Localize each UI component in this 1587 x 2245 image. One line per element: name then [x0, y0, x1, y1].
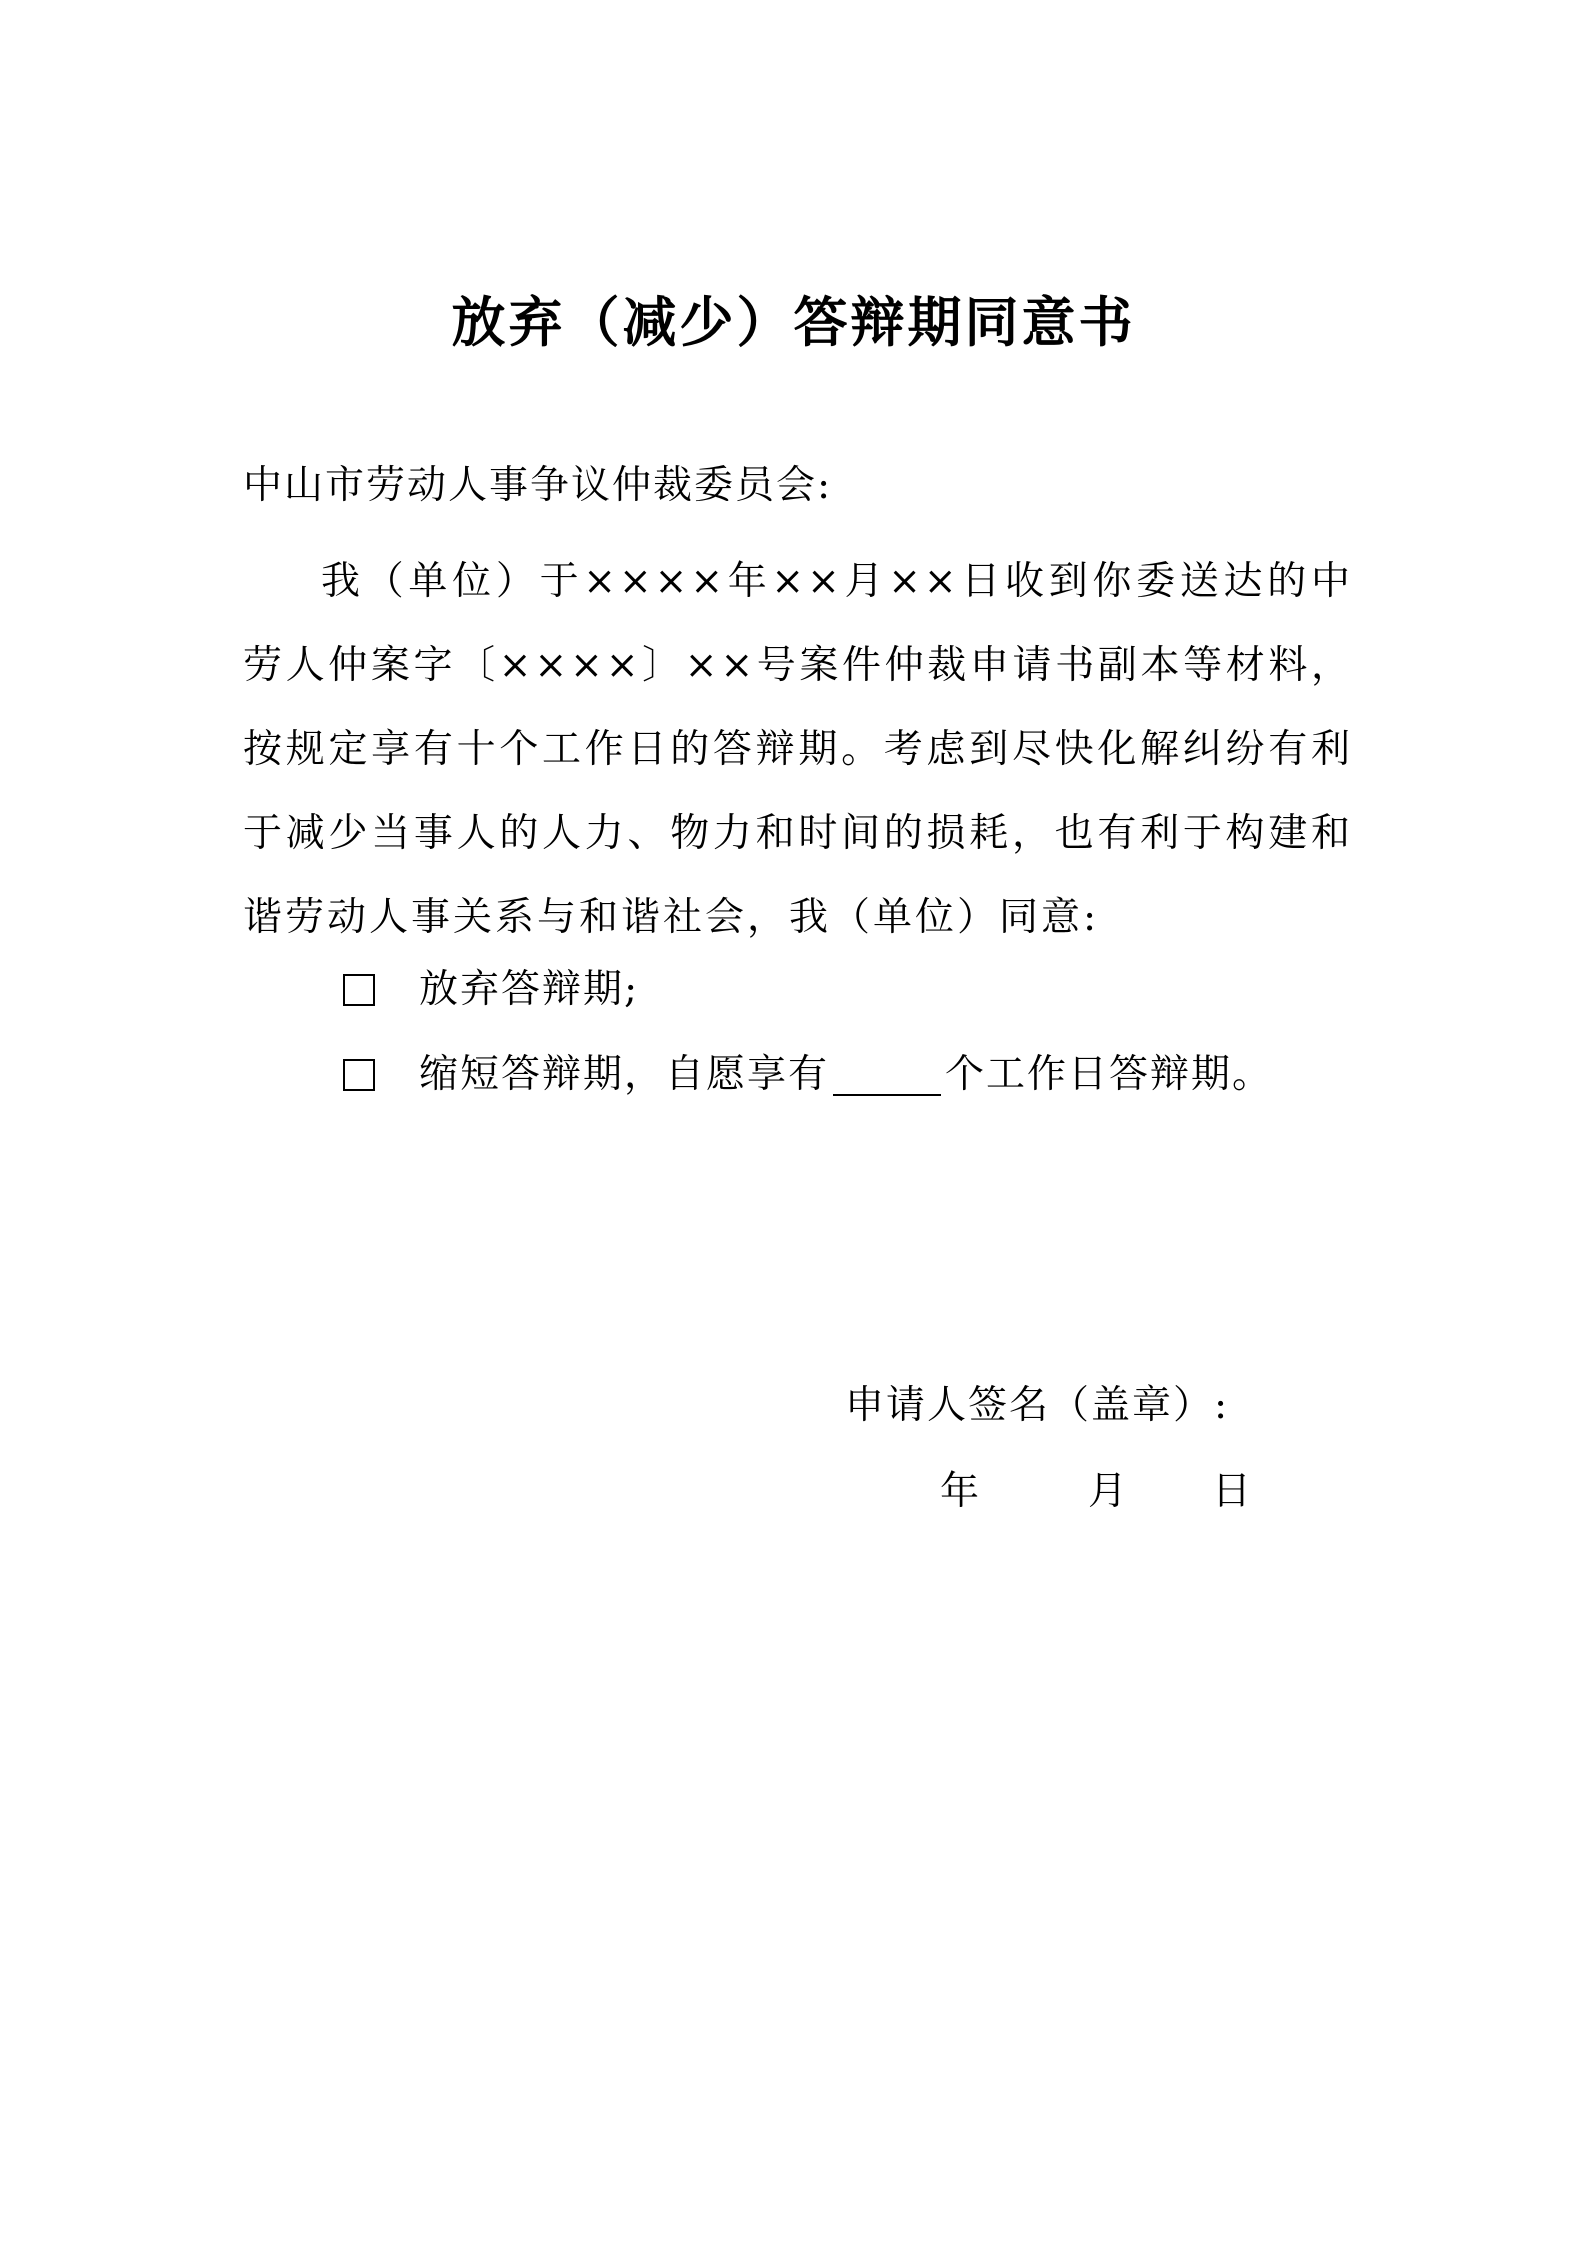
signature-label: 申请人签名（盖章）: [845, 1383, 1230, 1428]
body-paragraph: 我（单位）于××××年××月××日收到你委送达的中劳人仲案字〔××××〕××号案件仲裁申请书副本等材料，按规定享有十个工作日的答辩期。考虑到尽快化解纠纷有利于减少当事人的人力、物力和时间的损耗，也有利于构建和谐劳动人事关系与和谐社会，我（单位）同意: [243, 559, 1353, 940]
date-year-label: 年 [940, 1469, 980, 1514]
waive-checkbox[interactable] [343, 974, 375, 1006]
document-title: 放弃（减少）答辩期同意书 [451, 290, 1136, 354]
date-row [940, 1462, 1252, 1522]
option-shorten-label-after: 个工作日答辩期。 [945, 1052, 1274, 1097]
days-blank-field[interactable] [833, 1054, 941, 1096]
option-shorten [343, 1045, 1273, 1105]
date-month-label: 月 [1088, 1469, 1128, 1514]
shorten-checkbox[interactable] [343, 1059, 375, 1091]
option-waive [343, 960, 639, 1020]
option-waive-label: 放弃答辩期; [419, 967, 640, 1012]
addressee: 中山市劳动人事争议仲裁委员会: [243, 463, 833, 508]
option-shorten-label-before: 缩短答辩期，自愿享有 [419, 1052, 830, 1097]
date-day-label: 日 [1212, 1469, 1252, 1514]
